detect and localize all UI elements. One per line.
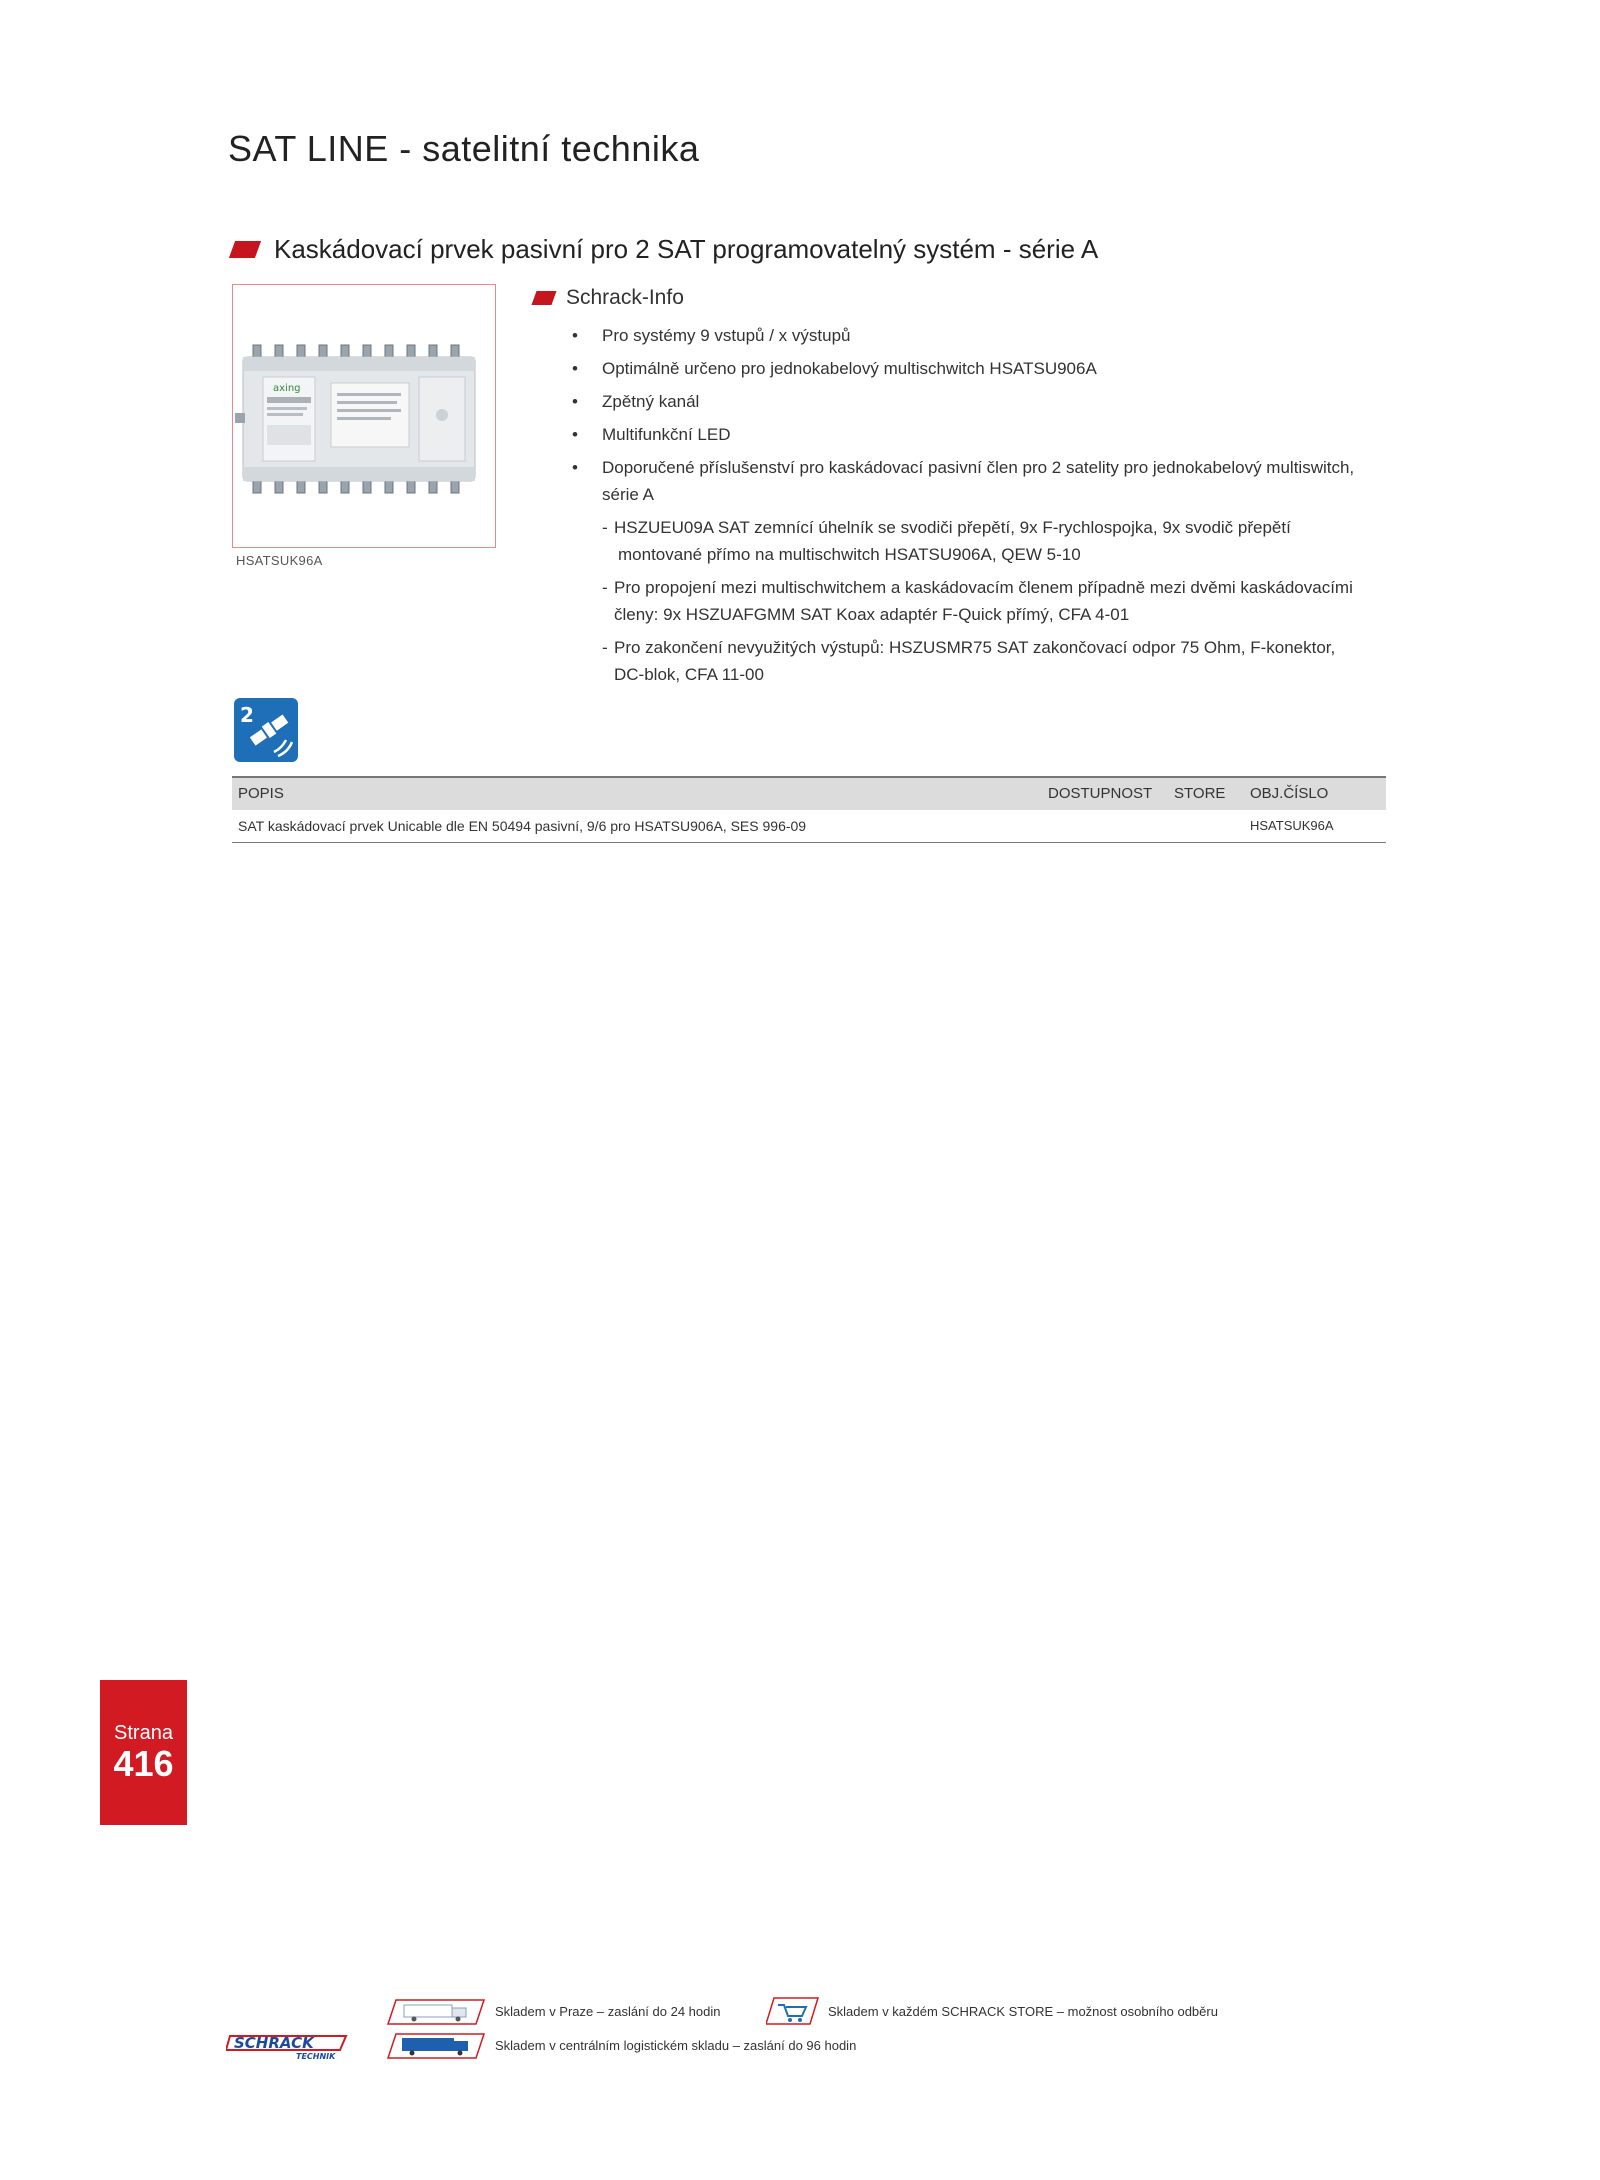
red-bullet-icon xyxy=(531,291,556,305)
schrack-info-title: Schrack-Info xyxy=(566,286,684,309)
info-bullet-list xyxy=(570,322,1390,694)
truck-blue-icon xyxy=(386,2032,486,2060)
section-title xyxy=(232,234,1098,265)
svg-text:axing: axing xyxy=(273,383,301,394)
accessory-sublist xyxy=(602,514,1390,688)
shopping-cart-icon xyxy=(766,1996,820,2026)
svg-text:2: 2 xyxy=(240,703,254,727)
list-item: • Zpětný kanál xyxy=(572,392,700,411)
legend-text-central: Skladem v centrálním logistickém skladu – zaslání do 96 hodin xyxy=(495,2038,857,2053)
cell-popis: SAT kaskádovací prvek Unicable dle EN 50494 pasivní, 9/6 pro HSATSU906A, SES 996-09 xyxy=(238,818,807,834)
multiswitch-device-icon xyxy=(233,285,495,547)
list-item: - Pro zakončení nevyužitých výstupů: HSZUSMR75 SAT zakončovací odpor 75 Ohm, F-konektor, DC-blok, CFA 11-00 xyxy=(602,638,1336,684)
list-item: • Doporučené příslušenství pro kaskádovací pasivní člen pro 2 satelity pro jednokabelový multiswitch, série A - HSZUEU09A SAT zemnící úhelník se svodiči přepětí, 9x F-rychlospojka, 9x svodič přepětí montované přímo na multischwitch HSATSU906A, QEW 5-10 - Pro propojení mezi multischwitchem a kaskádovacím členem případně mezi dvěmi kaskádovacími členy: 9x HSZUAFGMM SAT Koax adaptér F-Quick přímý, CFA 4-01 - Pro zakončení nevyužitých výstupů: HSZUSMR75 SAT zakončovací odpor 75 Ohm, F-konektor, DC-blok, CFA 11-00 xyxy=(570,454,1390,688)
col-store: STORE xyxy=(1174,785,1226,802)
table-row xyxy=(232,810,1386,843)
list-item: • Optimálně určeno pro jednokabelový multischwitch HSATSU906A xyxy=(572,359,1097,378)
list-item: - Pro propojení mezi multischwitchem a kaskádovacím členem případně mezi dvěmi kaskádovacími členy: 9x HSZUAFGMM SAT Koax adaptér F-Quick přímý, CFA 4-01 xyxy=(602,578,1353,624)
legend-text-store: Skladem v každém SCHRACK STORE – možnost osobního odběru xyxy=(828,2004,1218,2019)
col-popis: POPIS xyxy=(238,785,284,802)
truck-white-icon xyxy=(386,1998,486,2026)
page-number: 416 xyxy=(113,1743,174,1784)
product-table xyxy=(232,776,1386,843)
col-obj-cislo: OBJ.ČÍSLO xyxy=(1250,785,1329,802)
list-item: • Pro systémy 9 vstupů / x výstupů xyxy=(572,326,851,345)
list-item: • Multifunkční LED xyxy=(572,425,731,444)
page-title: SAT LINE - satelitní technika xyxy=(228,128,700,169)
legend-text-prague: Skladem v Praze – zaslání do 24 hodin xyxy=(495,2004,721,2019)
red-bullet-icon xyxy=(229,241,261,258)
table-header xyxy=(232,776,1386,810)
schrack-logo xyxy=(226,2032,350,2062)
page-number-tab xyxy=(100,1680,187,1825)
schrack-info-heading xyxy=(534,286,684,310)
cell-obj-cislo: HSATSUK96A xyxy=(1250,818,1334,833)
product-image-frame xyxy=(232,284,496,548)
section-title-text: Kaskádovací prvek pasivní pro 2 SAT programovatelný systém - série A xyxy=(274,234,1099,264)
two-satellite-icon xyxy=(234,698,298,762)
page-label: Strana xyxy=(114,1722,173,1744)
product-code-caption: HSATSUK96A xyxy=(236,553,323,568)
svg-text:SCHRACK: SCHRACK xyxy=(234,2034,314,2052)
col-dostupnost: DOSTUPNOST xyxy=(1048,785,1153,802)
svg-text:TECHNIK: TECHNIK xyxy=(296,2052,336,2061)
list-item: - HSZUEU09A SAT zemnící úhelník se svodiči přepětí, 9x F-rychlospojka, 9x svodič přepětí montované přímo na multischwitch HSATSU906A, QEW 5-10 xyxy=(602,518,1291,564)
